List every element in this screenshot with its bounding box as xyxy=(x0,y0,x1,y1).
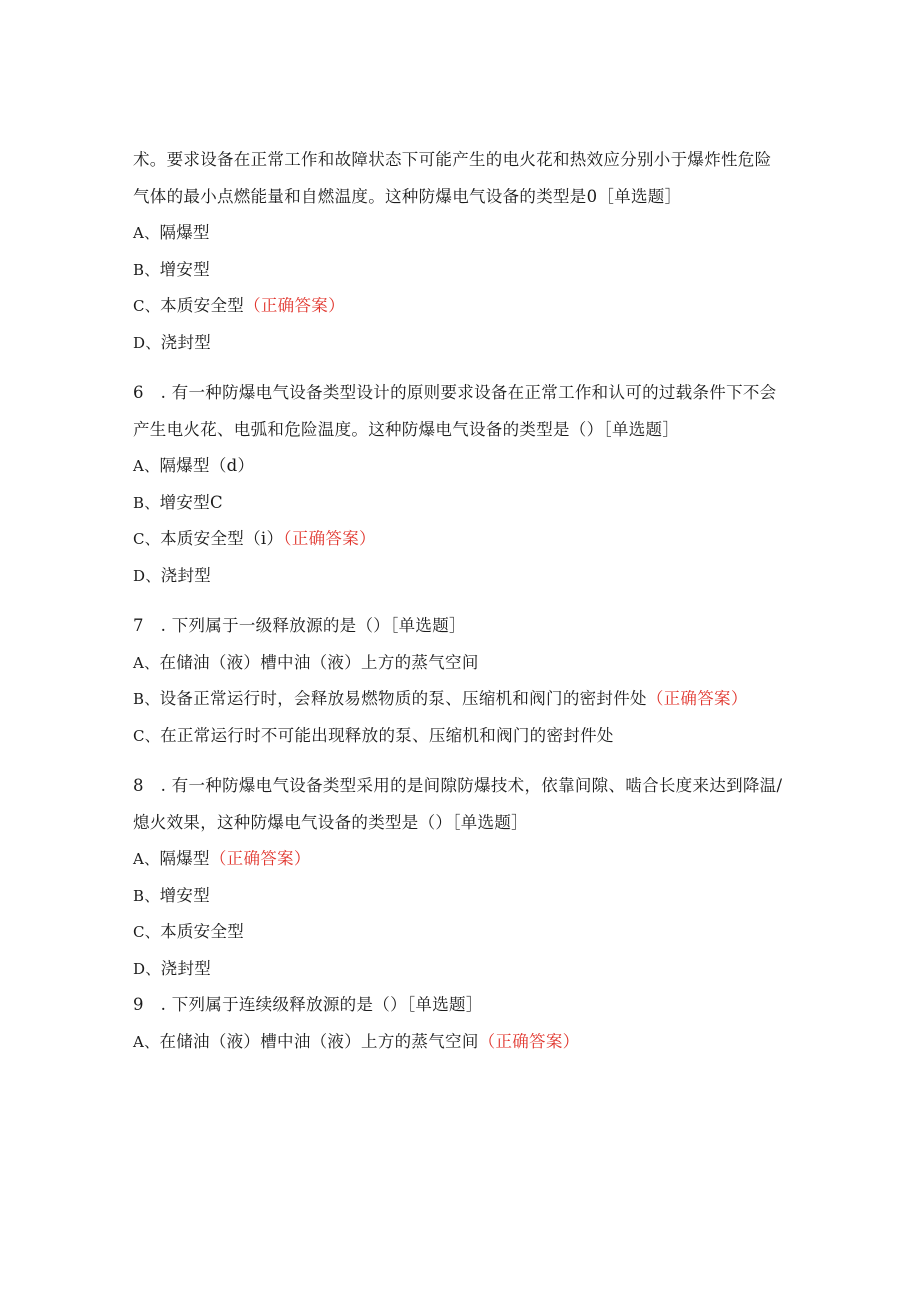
option-b xyxy=(133,878,793,915)
option-text: 增安型C xyxy=(159,492,223,512)
option-d xyxy=(133,325,793,362)
option-c xyxy=(133,914,793,951)
question-text-line: 6 . 有一种防爆电气设备类型设计的原则要求设备在正常工作和认可的过载条件下不会 xyxy=(133,383,777,402)
option-c xyxy=(133,288,793,325)
correct-answer-tag: （正确答案） xyxy=(244,296,345,315)
option-text: 本质安全型（i） xyxy=(160,529,284,548)
option-a xyxy=(133,841,793,878)
option-c xyxy=(133,718,793,755)
option-label: A、 xyxy=(133,457,160,475)
question-text-line: 8 . 有一种防爆电气设备类型采用的是间隙防爆技术，依靠间隙、啮合长度来达到降温/ xyxy=(133,776,783,795)
option-a xyxy=(133,215,793,252)
correct-answer-tag: （正确答案） xyxy=(283,529,376,548)
option-text: 浇封型 xyxy=(160,332,212,352)
question-text-line: 产生电火花、电弧和危险温度。这种防爆电气设备的类型是（）［单选题］ xyxy=(133,419,680,439)
question-text-line: 7 . 下列属于一级释放源的是（）［单选题］ xyxy=(133,616,466,635)
question-7 xyxy=(133,608,793,754)
question-text-line: 熄火效果，这种防爆电气设备的类型是（）［单选题］ xyxy=(133,812,528,832)
option-label: B、 xyxy=(133,886,160,905)
question-9 xyxy=(133,987,793,1060)
option-b xyxy=(133,485,793,522)
option-label: D、 xyxy=(133,566,161,585)
correct-answer-tag: （正确答案） xyxy=(478,1031,580,1051)
option-text: 隔爆型 xyxy=(159,223,210,242)
option-label: C、 xyxy=(133,726,161,745)
option-text: 设备正常运行时，会释放易燃物质的泵、压缩机和阀门的密封件处 xyxy=(159,689,647,708)
option-label: A、 xyxy=(133,653,160,672)
spacer xyxy=(133,361,793,375)
option-a xyxy=(133,448,793,485)
option-text: 浇封型 xyxy=(160,565,212,585)
option-label: B、 xyxy=(133,260,160,279)
question-text-line: 术。要求设备在正常工作和故障状态下可能产生的电火花和热效应分别小于爆炸性危险 xyxy=(133,150,772,169)
spacer xyxy=(133,754,793,768)
option-text: 本质安全型 xyxy=(160,922,245,941)
question-6 xyxy=(133,375,793,594)
option-text: 在储油（液）槽中油（液）上方的蒸气空间 xyxy=(159,1031,479,1051)
spacer xyxy=(133,594,793,608)
option-c xyxy=(133,521,793,558)
document-page xyxy=(133,142,793,1060)
option-d xyxy=(133,951,793,988)
question-text-line: 气体的最小点燃能量和自燃温度。这种防爆电气设备的类型是0［单选题］ xyxy=(133,186,682,206)
question-8 xyxy=(133,768,793,987)
option-label: B、 xyxy=(133,493,160,512)
option-text: 增安型 xyxy=(159,259,211,279)
option-text: 在储油（液）槽中油（液）上方的蒸气空间 xyxy=(159,652,479,672)
option-a xyxy=(133,1024,793,1061)
option-label: D、 xyxy=(133,333,161,352)
option-label: A、 xyxy=(133,224,160,242)
correct-answer-tag: （正确答案） xyxy=(209,849,311,868)
option-label: A、 xyxy=(133,1032,160,1051)
option-d xyxy=(133,558,793,595)
question-5 xyxy=(133,142,793,361)
option-text: 本质安全型 xyxy=(160,296,245,315)
option-label: B、 xyxy=(133,690,160,708)
option-label: C、 xyxy=(133,530,161,548)
option-label: D、 xyxy=(133,959,161,978)
option-a xyxy=(133,645,793,682)
option-text: 浇封型 xyxy=(160,958,212,978)
option-label: C、 xyxy=(133,923,161,941)
option-text: 隔爆型 xyxy=(159,849,210,868)
option-text: 隔爆型（d） xyxy=(159,456,255,475)
question-text-line: 9 . 下列属于连续级释放源的是（）［单选题］ xyxy=(133,995,483,1014)
option-text: 增安型 xyxy=(159,885,211,905)
correct-answer-tag: （正确答案） xyxy=(646,689,748,708)
option-label: C、 xyxy=(133,297,161,315)
option-label: A、 xyxy=(133,850,160,868)
option-b xyxy=(133,252,793,289)
option-b xyxy=(133,681,793,718)
option-text: 在正常运行时不可能出现释放的泵、压缩机和阀门的密封件处 xyxy=(160,725,614,745)
